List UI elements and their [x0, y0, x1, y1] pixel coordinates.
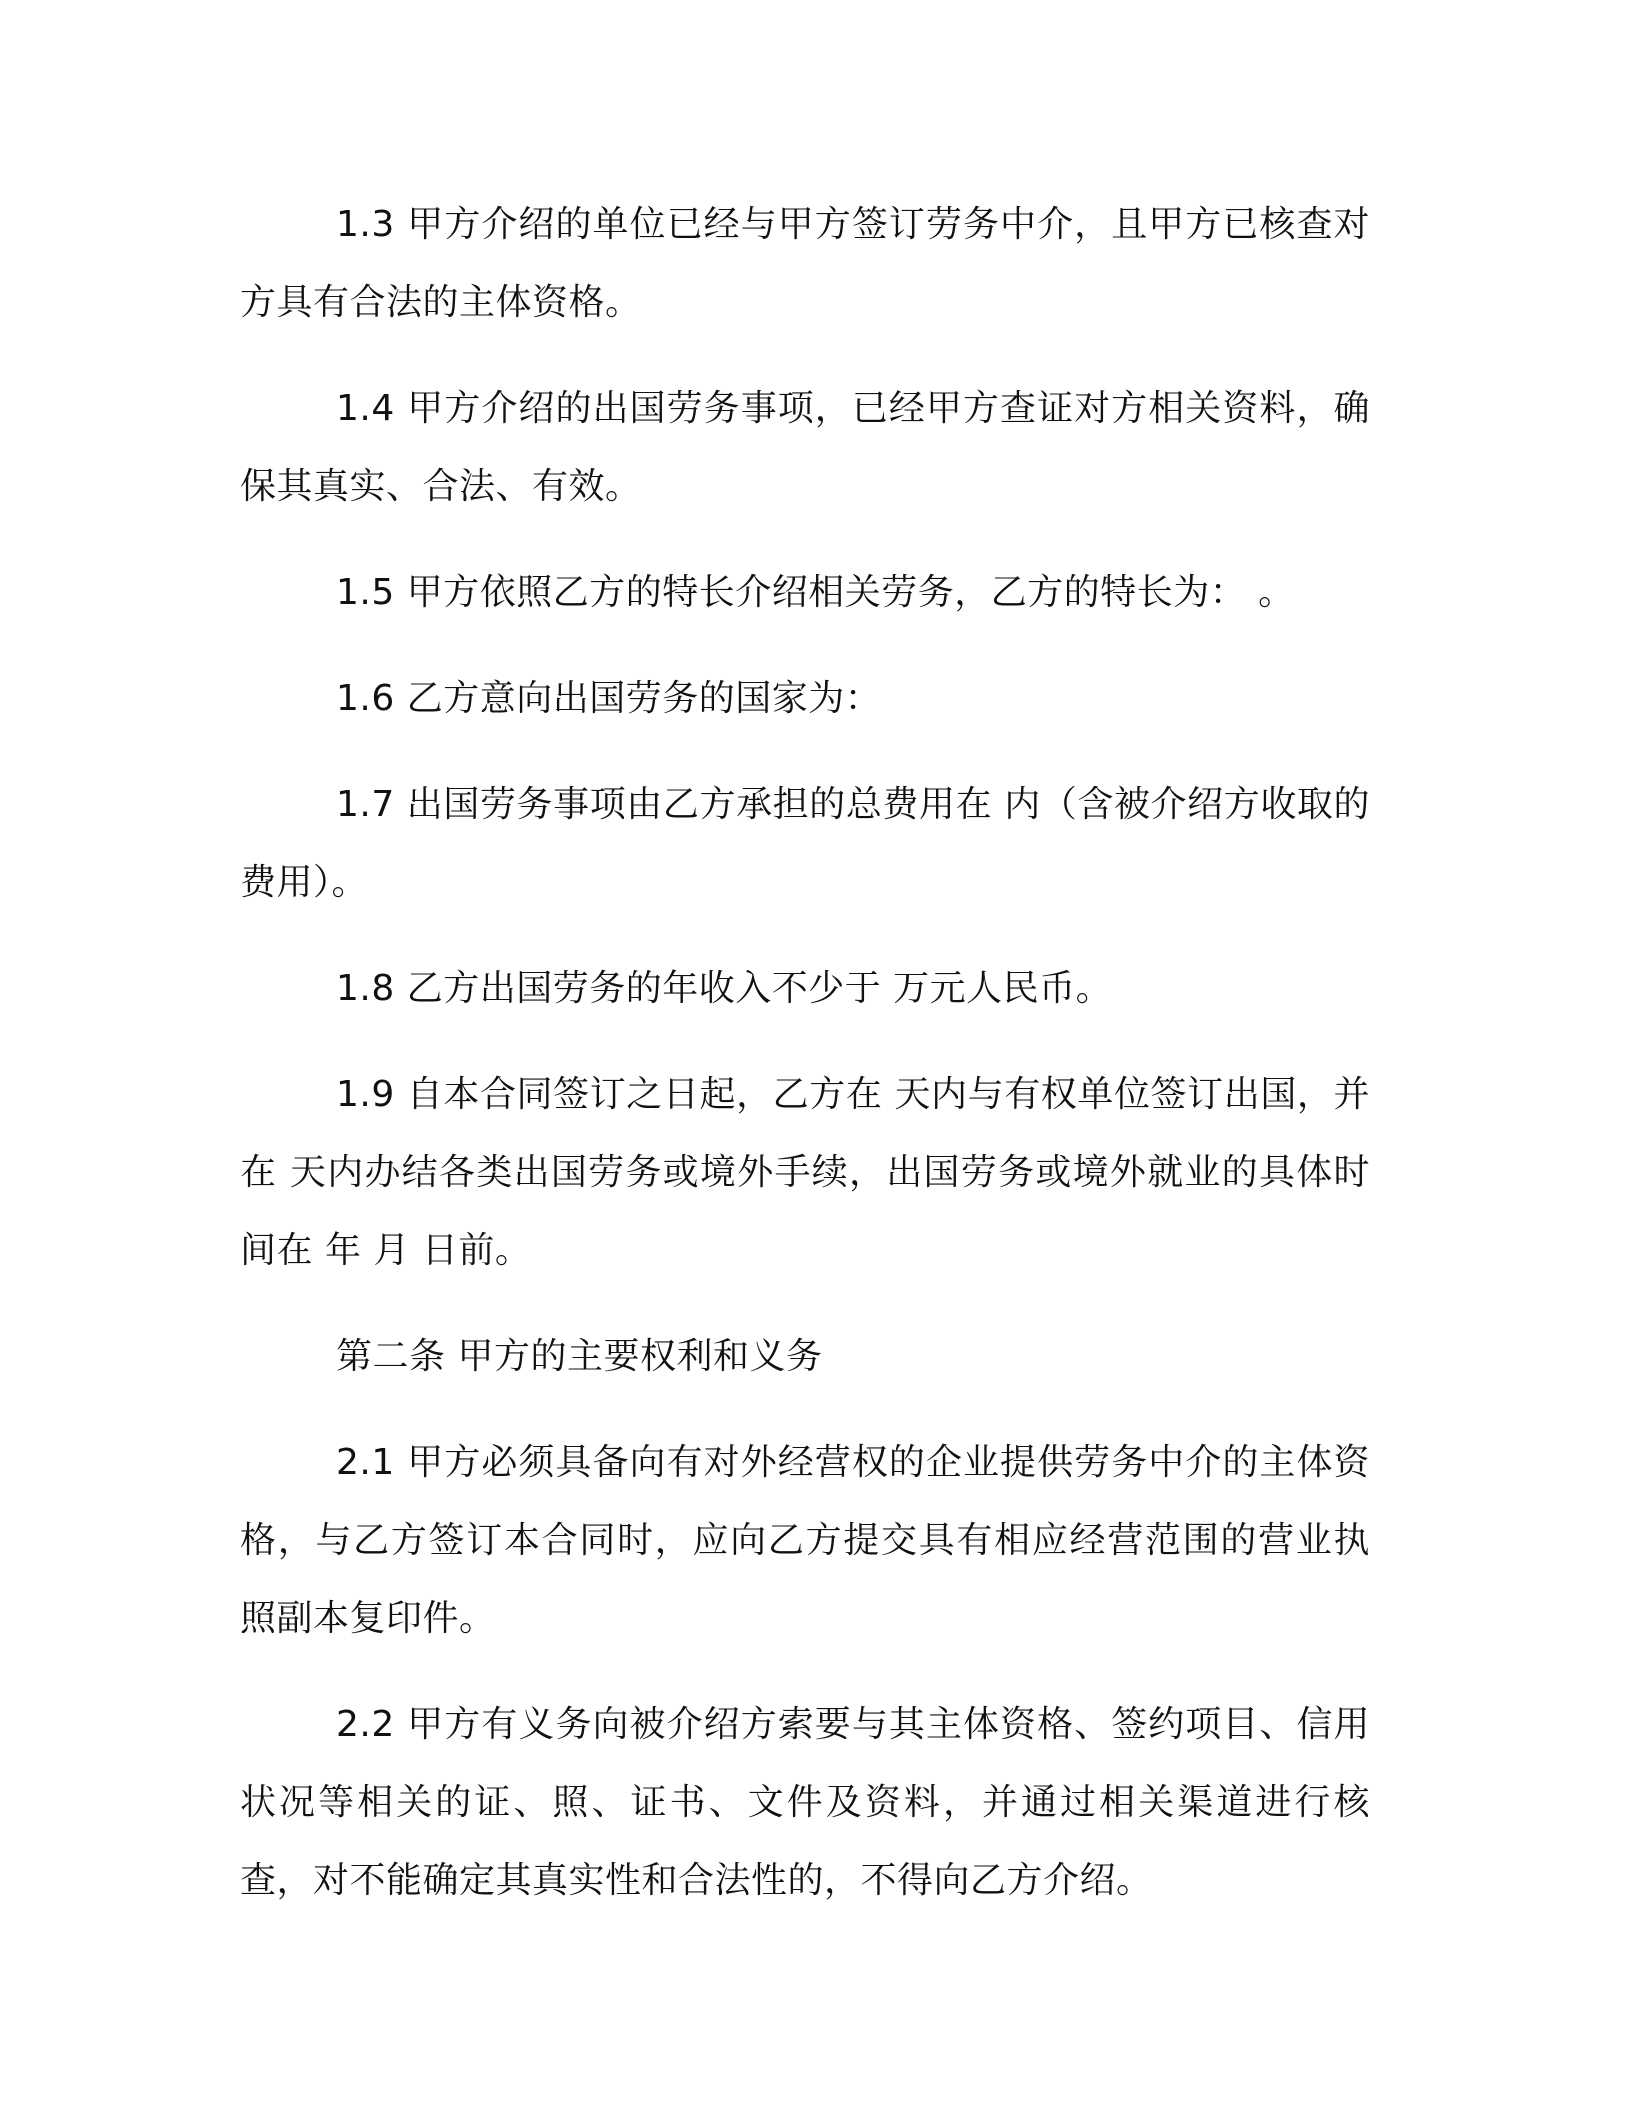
clause-1-9: 1.9 自本合同签订之日起，乙方在 天内与有权单位签订出国，并在 天内办结各类出国劳务或境外手续，出国劳务或境外就业的具体时间在 年 月 日前。 [240, 1074, 1370, 1271]
clause-2-2: 2.2 甲方有义务向被介绍方索要与其主体资格、签约项目、信用状况等相关的证、照、证书、文件及资料，并通过相关渠道进行核查，对不能确定其真实性和合法性的，不得向乙方介绍。 [240, 1704, 1370, 1901]
clause-1-5: 1.5 甲方依照乙方的特长介绍相关劳务，乙方的特长为： 。 [336, 572, 1295, 613]
clause-1-6: 1.6 乙方意向出国劳务的国家为： [336, 678, 882, 719]
section-heading-article-2: 第二条 甲方的主要权利和义务 [336, 1336, 823, 1377]
clause-2-1: 2.1 甲方必须具备向有对外经营权的企业提供劳务中介的主体资格，与乙方签订本合同时，应向乙方提交具有相应经营范围的营业执照副本复印件。 [240, 1442, 1370, 1639]
clause-1-8: 1.8 乙方出国劳务的年收入不少于 万元人民币。 [336, 968, 1113, 1009]
clause-1-3: 1.3 甲方介绍的单位已经与甲方签订劳务中介，且甲方已核查对方具有合法的主体资格。 [240, 204, 1370, 323]
clause-1-4: 1.4 甲方介绍的出国劳务事项，已经甲方查证对方相关资料，确保其真实、合法、有效。 [240, 388, 1370, 507]
document-body [240, 186, 1370, 1948]
clause-1-7: 1.7 出国劳务事项由乙方承担的总费用在 内（含被介绍方收取的费用）。 [240, 784, 1370, 903]
